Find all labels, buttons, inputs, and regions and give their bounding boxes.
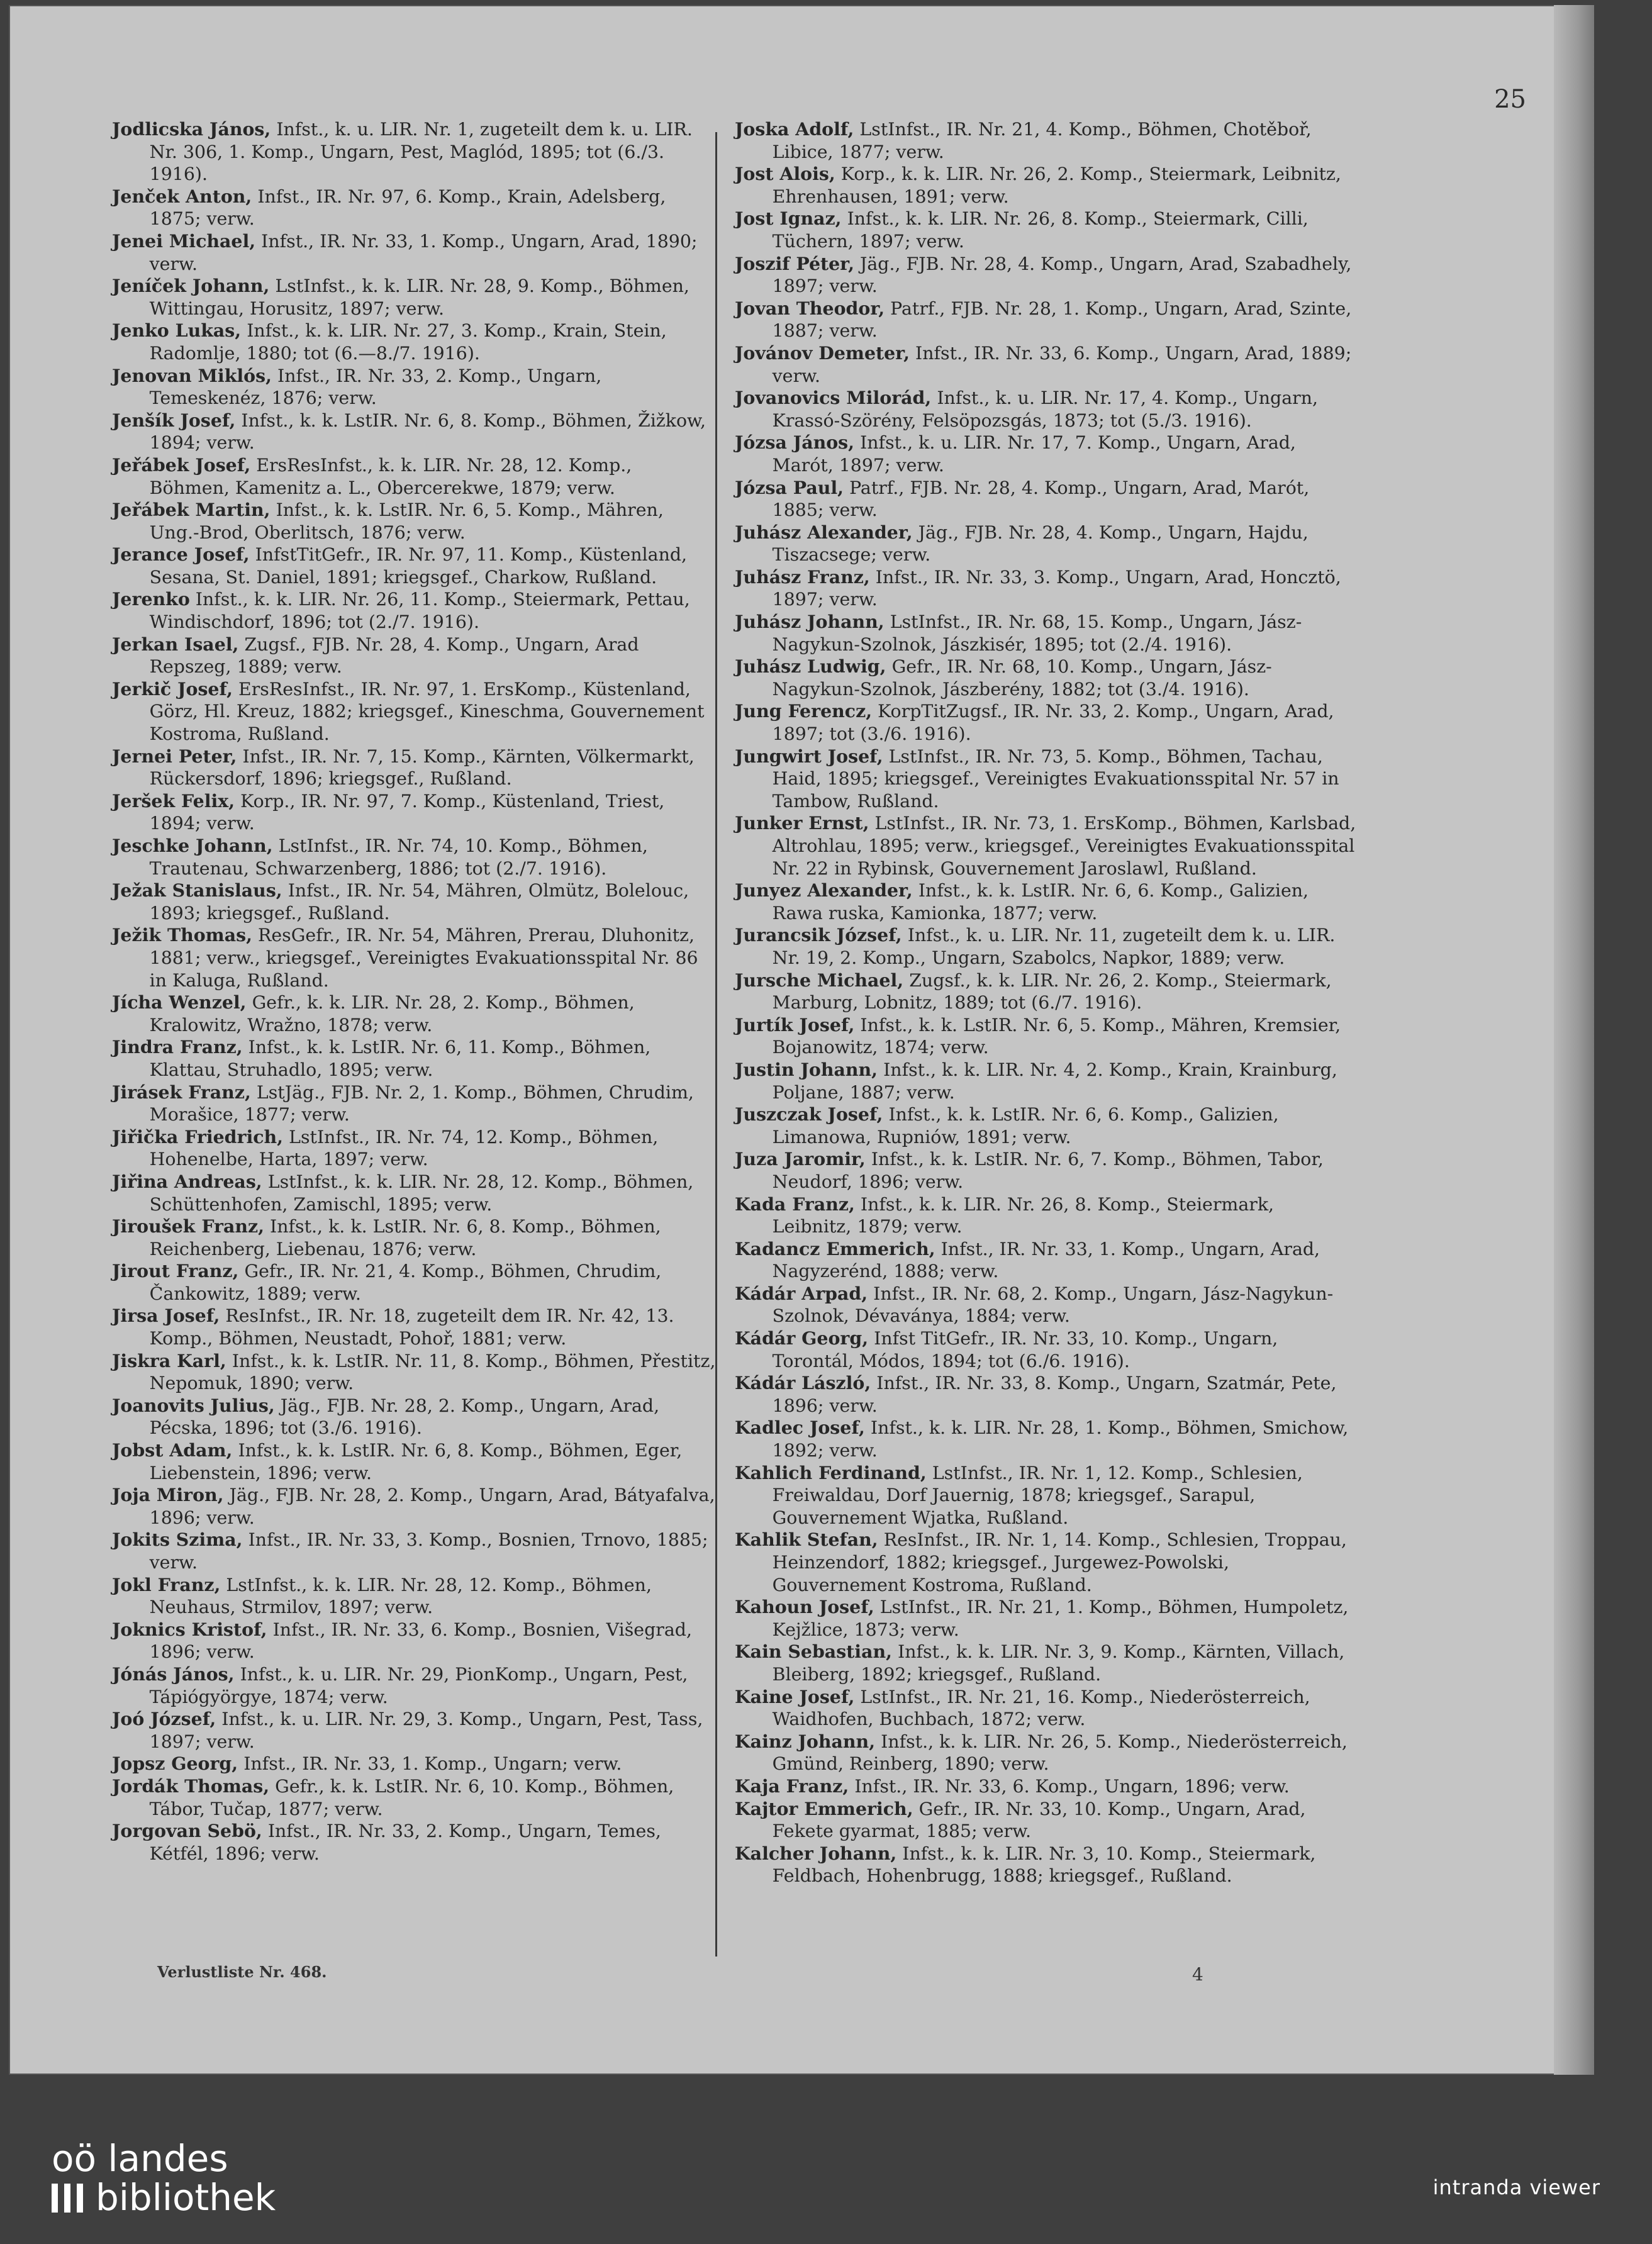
entry-name: Joszif Péter, xyxy=(735,252,854,274)
list-entry xyxy=(735,1417,1356,1461)
entry-name: Jindra Franz, xyxy=(112,1036,243,1058)
list-entry xyxy=(735,342,1356,387)
list-entry xyxy=(735,1103,1356,1148)
library-logo[interactable] xyxy=(52,2139,276,2217)
entry-name: Jokl Franz, xyxy=(112,1573,221,1595)
entry-details: Infst., IR. Nr. 33, 1. Komp., Ungarn; verw. xyxy=(243,1753,622,1775)
logo-line-1: oö landes xyxy=(52,2137,228,2180)
entry-details: Infst., k. k. LIR. Nr. 26, 11. Komp., Steiermark, Pettau, Windischdorf, 1896; tot (2./7. 1916). xyxy=(149,589,690,633)
list-entry xyxy=(735,1238,1356,1283)
entry-details: Infst., IR. Nr. 33, 6. Komp., Ungarn, 1896; verw. xyxy=(854,1775,1290,1797)
list-entry xyxy=(735,700,1356,745)
entry-details: LstInfst., k. k. LIR. Nr. 28, 12. Komp., Böhmen, Neuhaus, Strmilov, 1897; verw. xyxy=(149,1574,652,1618)
entry-details: ResInfst., IR. Nr. 18, zugeteilt dem IR. Nr. 42, 13. Komp., Böhmen, Neustadt, Pohoř, 1881; verw. xyxy=(149,1305,674,1349)
list-entry xyxy=(112,1395,716,1439)
list-entry xyxy=(112,230,716,275)
entry-details: LstInfst., IR. Nr. 73, 1. ErsKomp., Böhmen, Karlsbad, Altrohlau, 1895; verw., kriegsgef., Vereinigtes Evakuationsspital Nr. 22 in Rybinsk, Gouvernement Jaroslawl, Rußland. xyxy=(772,813,1356,879)
list-entry xyxy=(112,1663,716,1708)
entry-name: Jordák Thomas, xyxy=(112,1775,270,1797)
entry-details: Korp., IR. Nr. 97, 7. Komp., Küstenland, Triest, 1894; verw. xyxy=(149,790,665,834)
list-entry xyxy=(735,253,1356,298)
entry-details: Infst., IR. Nr. 33, 2. Komp., Ungarn, Temeskenéz, 1876; verw. xyxy=(149,365,602,409)
entry-name: Kahlik Stefan, xyxy=(735,1529,878,1551)
entry-name: Jurtík Josef, xyxy=(735,1013,855,1035)
entry-name: Kainz Johann, xyxy=(735,1730,876,1752)
entry-name: Kadancz Emmerich, xyxy=(735,1237,935,1259)
entry-details: Infst., k. k. LIR. Nr. 27, 3. Komp., Krain, Stein, Radomlje, 1880; tot (6.—8./7. 1916). xyxy=(149,320,667,364)
list-entry xyxy=(112,1529,716,1573)
list-entry xyxy=(735,1731,1356,1775)
list-entry xyxy=(735,656,1356,700)
entry-details: LstInfst., IR. Nr. 21, 1. Komp., Böhmen, Humpoletz, Kejžlice, 1873; verw. xyxy=(772,1597,1349,1640)
list-entry xyxy=(735,1843,1356,1887)
entry-details: Infst., k. k. LstIR. Nr. 6, 6. Komp., Galizien, Limanowa, Rupniów, 1891; verw. xyxy=(772,1104,1279,1147)
list-entry xyxy=(112,1753,716,1775)
list-entry xyxy=(112,186,716,230)
list-entry xyxy=(735,432,1356,476)
entry-details: Jäg., FJB. Nr. 28, 4. Komp., Ungarn, Hajdu, Tiszacsege; verw. xyxy=(772,522,1309,566)
entry-details: Infst., k. k. LstIR. Nr. 6, 5. Komp., Mähren, Kremsier, Bojanowitz, 1874; verw. xyxy=(772,1014,1341,1058)
entry-details: Gefr., k. k. LIR. Nr. 28, 2. Komp., Böhmen, Kralowitz, Wražno, 1878; verw. xyxy=(149,992,635,1035)
list-entry xyxy=(735,1372,1356,1417)
entry-details: Jäg., FJB. Nr. 28, 4. Komp., Ungarn, Arad, Szabadhely, 1897; verw. xyxy=(772,253,1352,297)
entry-details: Infst., k. k. LstIR. Nr. 6, 8. Komp., Böhmen, Žižkow, 1894; verw. xyxy=(149,410,706,454)
list-entry xyxy=(112,745,716,790)
list-entry xyxy=(735,1641,1356,1685)
entry-details: Infst., k. k. LIR. Nr. 4, 2. Komp., Krain, Krainburg, Poljane, 1887; verw. xyxy=(772,1059,1337,1103)
entry-details: Infst., IR. Nr. 33, 3. Komp., Ungarn, Arad, Honcztö, 1897; verw. xyxy=(772,566,1341,610)
entry-name: Kaine Josef, xyxy=(735,1685,855,1707)
entry-details: Infst., k. k. LstIR. Nr. 6, 5. Komp., Mähren, Ung.-Brod, Oberlitsch, 1876; verw. xyxy=(149,500,664,543)
list-entry xyxy=(735,522,1356,566)
entry-name: Jerkan Isael, xyxy=(112,633,239,655)
list-entry xyxy=(735,1686,1356,1731)
list-entry xyxy=(735,1596,1356,1641)
entry-details: Gefr., IR. Nr. 21, 4. Komp., Böhmen, Chrudim, Čankowitz, 1889; verw. xyxy=(149,1261,662,1304)
list-entry xyxy=(735,1059,1356,1103)
list-entry xyxy=(112,1484,716,1529)
entry-name: Kádár Arpad, xyxy=(735,1282,868,1304)
entry-details: Infst., IR. Nr. 33, 8. Komp., Ungarn, Szatmár, Pete, 1896; verw. xyxy=(772,1373,1337,1416)
entry-details: Infst., k. k. LIR. Nr. 26, 5. Komp., Niederösterreich, Gmünd, Reinberg, 1890; verw. xyxy=(772,1731,1348,1775)
entry-name: Kaja Franz, xyxy=(735,1775,849,1797)
entry-name: Joska Adolf, xyxy=(735,118,854,140)
list-entry xyxy=(112,1350,716,1395)
entry-name: Jerance Josef, xyxy=(112,544,250,566)
entry-details: Infst., k. k. LIR. Nr. 26, 8. Komp., Steiermark, Cilli, Tüchern, 1897; verw. xyxy=(772,208,1309,252)
entry-name: Jeschke Johann, xyxy=(112,835,273,856)
list-entry xyxy=(735,163,1356,208)
footer-list-number: Verlustliste Nr. 468. xyxy=(157,1963,327,1981)
entry-details: Gefr., IR. Nr. 33, 10. Komp., Ungarn, Arad, Fekete gyarmat, 1885; verw. xyxy=(772,1798,1306,1842)
list-entry xyxy=(112,835,716,879)
entry-details: Infst., IR. Nr. 68, 2. Komp., Ungarn, Jász-Nagykun-Szolnok, Dévaványa, 1884; verw. xyxy=(772,1283,1334,1327)
entry-details: Infst., IR. Nr. 33, 3. Komp., Bosnien, Trnovo, 1885; verw. xyxy=(149,1529,708,1573)
list-entry xyxy=(112,275,716,320)
entry-name: Jirásek Franz, xyxy=(112,1081,251,1103)
entry-name: Jernei Peter, xyxy=(112,745,237,767)
entry-name: Jeršek Felix, xyxy=(112,790,235,812)
entry-details: Patrf., FJB. Nr. 28, 4. Komp., Ungarn, Arad, Marót, 1885; verw. xyxy=(772,477,1310,521)
entry-name: Jiřička Friedrich, xyxy=(112,1125,284,1147)
list-entry xyxy=(112,1215,716,1260)
list-entry xyxy=(112,410,716,454)
entry-details: KorpTitZugsf., IR. Nr. 33, 2. Komp., Ungarn, Arad, 1897; tot (3./6. 1916). xyxy=(772,701,1334,745)
entry-details: Infst., k. k. LstIR. Nr. 6, 6. Komp., Galizien, Rawa ruska, Kamionka, 1877; verw. xyxy=(772,880,1309,924)
entry-name: Kadlec Josef, xyxy=(735,1417,865,1439)
entry-name: Jenko Lukas, xyxy=(112,320,242,342)
list-entry xyxy=(112,924,716,991)
entry-name: Jodlicska János, xyxy=(112,118,271,140)
entry-details: LstInfst., IR. Nr. 74, 12. Komp., Böhmen, Hohenelbe, Harta, 1897; verw. xyxy=(149,1126,659,1170)
list-entry xyxy=(112,1081,716,1126)
list-entry xyxy=(735,1193,1356,1238)
entry-details: Infst., k. k. LIR. Nr. 28, 1. Komp., Böhmen, Smichow, 1892; verw. xyxy=(772,1417,1349,1461)
entry-name: Jost Alois, xyxy=(735,163,835,185)
entry-name: Kádár László, xyxy=(735,1372,871,1394)
entry-details: Infst., k. k. LIR. Nr. 3, 9. Komp., Kärnten, Villach, Bleiberg, 1892; kriegsgef., Rußland. xyxy=(772,1641,1345,1685)
footer-signature: 4 xyxy=(1192,1964,1203,1985)
entry-name: Ježak Stanislaus, xyxy=(112,879,282,902)
list-entry xyxy=(112,365,716,410)
entry-name: Jorgovan Sebö, xyxy=(112,1820,262,1842)
entry-name: Juhász Alexander, xyxy=(735,521,913,543)
list-entry xyxy=(735,118,1356,163)
entry-details: LstInfst., k. k. LIR. Nr. 28, 9. Komp., Böhmen, Wittingau, Horusitz, 1897; verw. xyxy=(149,276,689,319)
entry-details: Korp., k. k. LIR. Nr. 26, 2. Komp., Steiermark, Leibnitz, Ehrenhausen, 1891; verw. xyxy=(772,164,1341,207)
list-entry xyxy=(735,1148,1356,1193)
entry-name: Kahlich Ferdinand, xyxy=(735,1461,927,1483)
entry-name: Juhász Johann, xyxy=(735,611,885,633)
entry-details: LstInfst., k. k. LIR. Nr. 28, 12. Komp., Böhmen, Schüttenhofen, Zamischl, 1895; verw. xyxy=(149,1171,694,1215)
list-entry xyxy=(112,1708,716,1753)
entry-name: Jenček Anton, xyxy=(112,185,252,207)
list-entry xyxy=(735,879,1356,924)
list-entry xyxy=(735,611,1356,656)
list-entry xyxy=(735,1283,1356,1327)
list-entry xyxy=(735,1798,1356,1843)
entry-details: ErsResInfst., k. k. LIR. Nr. 28, 12. Komp., Böhmen, Kamenitz a. L., Obercerekwe, 1879; verw. xyxy=(149,454,632,498)
list-entry xyxy=(735,745,1356,813)
list-entry xyxy=(112,1305,716,1349)
entry-details: Infst., IR. Nr. 7, 15. Komp., Kärnten, Völkermarkt, Rückersdorf, 1896; kriegsgef., Rußland. xyxy=(149,745,695,790)
list-entry xyxy=(112,1820,716,1865)
entry-name: Jovan Theodor, xyxy=(735,297,885,319)
entry-details: LstInfst., IR. Nr. 1, 12. Komp., Schlesien, Freiwaldau, Dorf Jauernig, 1878; kriegsgef., Sarapul, Gouvernement Wjatka, Rußland. xyxy=(772,1462,1303,1528)
entry-name: Jovánov Demeter, xyxy=(735,342,910,364)
entry-name: Józsa Paul, xyxy=(735,476,844,498)
logo-bars-icon xyxy=(52,2184,89,2213)
entry-details: Infst., k. u. LIR. Nr. 1, zugeteilt dem k. u. LIR. Nr. 306, 1. Komp., Ungarn, Pest, Maglód, 1895; tot (6./3. 1916). xyxy=(149,119,693,185)
entry-name: Ježik Thomas, xyxy=(112,924,252,946)
list-entry xyxy=(735,969,1356,1014)
entry-name: Jirout Franz, xyxy=(112,1260,239,1282)
entry-details: Infst., k. u. LIR. Nr. 29, 3. Komp., Ungarn, Pest, Tass, 1897; verw. xyxy=(149,1709,703,1752)
entry-details: Infst., k. u. LIR. Nr. 17, 7. Komp., Ungarn, Arad, Marót, 1897; verw. xyxy=(772,432,1296,476)
list-entry xyxy=(112,1574,716,1619)
entry-details: Gefr., IR. Nr. 68, 10. Komp., Ungarn, Jász-Nagykun-Szolnok, Jászberény, 1882; tot (3./4. 1916). xyxy=(772,656,1272,700)
list-entry xyxy=(735,1014,1356,1059)
viewer-brand-label[interactable]: intranda viewer xyxy=(1432,2175,1600,2199)
entry-name: Józsa János, xyxy=(735,432,855,454)
entry-details: LstJäg., FJB. Nr. 2, 1. Komp., Böhmen, Chrudim, Morašice, 1877; verw. xyxy=(149,1081,694,1125)
list-entry xyxy=(112,544,716,588)
entry-details: LstInfst., IR. Nr. 21, 4. Komp., Böhmen, Chotěboř, Libice, 1877; verw. xyxy=(772,119,1312,162)
entry-name: Jost Ignaz, xyxy=(735,208,842,230)
entry-details: Infst., IR. Nr. 54, Mähren, Olmütz, Bolelouc, 1893; kriegsgef., Rußland. xyxy=(149,880,689,924)
list-entry xyxy=(735,1462,1356,1529)
list-entry xyxy=(112,118,716,186)
entry-details: Infst., IR. Nr. 33, 1. Komp., Ungarn, Arad, 1890; verw. xyxy=(149,230,698,274)
list-entry xyxy=(735,924,1356,969)
entry-details: LstInfst., IR. Nr. 68, 15. Komp., Ungarn, Jász-Nagykun-Szolnok, Jászkisér, 1895; tot (2./4. 1916). xyxy=(772,611,1302,655)
entry-details: Infst., IR. Nr. 33, 2. Komp., Ungarn, Temes, Kétfél, 1896; verw. xyxy=(149,1821,661,1864)
list-entry xyxy=(112,678,716,745)
list-entry xyxy=(112,454,716,499)
entry-name: Jenei Michael, xyxy=(112,230,256,252)
list-entry xyxy=(735,1775,1356,1798)
entry-name: Jiroušek Franz, xyxy=(112,1215,265,1237)
entry-details: Infst., IR. Nr. 33, 6. Komp., Ungarn, Arad, 1889; verw. xyxy=(772,342,1352,386)
logo-line-2-text: bibliothek xyxy=(96,2176,276,2219)
entry-details: Zugsf., FJB. Nr. 28, 4. Komp., Ungarn, Arad Repszeg, 1889; verw. xyxy=(149,634,639,678)
page-number: 25 xyxy=(1494,85,1526,114)
entry-name: Jeníček Johann, xyxy=(112,275,270,297)
entry-name: Juhász Franz, xyxy=(735,566,870,588)
logo-line-2 xyxy=(52,2178,276,2217)
entry-name: Jeřábek Martin, xyxy=(112,499,271,521)
entry-name: Jungwirt Josef, xyxy=(735,745,883,767)
entry-name: Kahoun Josef, xyxy=(735,1596,874,1618)
entry-name: Jurancsik József, xyxy=(735,924,902,946)
list-entry xyxy=(112,320,716,364)
entry-name: Jeřábek Josef, xyxy=(112,454,251,476)
list-entry xyxy=(112,1439,716,1484)
entry-name: Juhász Ludwig, xyxy=(735,656,886,678)
list-entry xyxy=(112,588,716,633)
entry-name: Jirsa Josef, xyxy=(112,1305,220,1327)
entry-name: Jiskra Karl, xyxy=(112,1349,226,1371)
entry-details: Infst., k. u. LIR. Nr. 11, zugeteilt dem k. u. LIR. Nr. 19, 2. Komp., Ungarn, Szabolcs, Napkor, 1889; verw. xyxy=(772,925,1336,968)
right-column xyxy=(735,118,1356,1887)
list-entry xyxy=(735,387,1356,432)
list-entry xyxy=(112,499,716,544)
entry-name: Jónás János, xyxy=(112,1663,235,1685)
entry-details: ResGefr., IR. Nr. 54, Mähren, Prerau, Dluhonitz, 1881; verw., kriegsgef., Vereinigtes Evakuationsspital Nr. 86 in Kaluga, Rußland. xyxy=(149,925,698,991)
entry-name: Jenšík Josef, xyxy=(112,409,236,431)
entry-details: Infst., k. k. LstIR. Nr. 6, 8. Komp., Böhmen, Eger, Liebenstein, 1896; verw. xyxy=(149,1440,683,1483)
list-entry xyxy=(112,790,716,835)
entry-name: Joó József, xyxy=(112,1708,216,1730)
entry-details: Zugsf., k. k. LIR. Nr. 26, 2. Komp., Steiermark, Marburg, Lobnitz, 1889; tot (6./7. 1916). xyxy=(772,969,1332,1013)
entry-name: Justin Johann, xyxy=(735,1058,878,1080)
list-entry xyxy=(735,477,1356,522)
entry-name: Juszczak Josef, xyxy=(735,1103,883,1125)
list-entry xyxy=(735,566,1356,611)
list-entry xyxy=(112,991,716,1036)
entry-details: Gefr., k. k. LstIR. Nr. 6, 10. Komp., Böhmen, Tábor, Tučap, 1877; verw. xyxy=(149,1775,674,1819)
entry-name: Jiřina Andreas, xyxy=(112,1170,262,1192)
entry-name: Kalcher Johann, xyxy=(735,1842,897,1864)
entry-name: Jerenko xyxy=(112,588,190,610)
list-entry xyxy=(112,634,716,678)
entry-name: Jursche Michael, xyxy=(735,969,904,991)
entry-name: Joja Miron, xyxy=(112,1484,224,1506)
list-entry xyxy=(735,1529,1356,1596)
list-entry xyxy=(112,1775,716,1820)
entry-name: Jokits Szima, xyxy=(112,1529,243,1551)
entry-name: Jerkič Josef, xyxy=(112,678,233,700)
entry-name: Junyez Alexander, xyxy=(735,879,913,902)
entry-name: Jícha Wenzel, xyxy=(112,991,247,1013)
entry-details: LstInfst., IR. Nr. 21, 16. Komp., Niederösterreich, Waidhofen, Buchbach, 1872; verw. xyxy=(772,1686,1310,1730)
list-entry xyxy=(735,208,1356,252)
entry-details: Infst., k. k. LstIR. Nr. 6, 7. Komp., Böhmen, Tabor, Neudorf, 1896; verw. xyxy=(772,1149,1324,1192)
list-entry xyxy=(112,1619,716,1663)
entry-details: Infst TitGefr., IR. Nr. 33, 10. Komp., Ungarn, Torontál, Módos, 1894; tot (6./6. 1916). xyxy=(772,1328,1278,1371)
column-divider xyxy=(715,132,717,1957)
list-entry xyxy=(112,1036,716,1081)
entry-name: Junker Ernst, xyxy=(735,812,869,834)
entry-details: Infst., k. k. LstIR. Nr. 6, 11. Komp., Böhmen, Klattau, Struhadlo, 1895; verw. xyxy=(149,1037,651,1080)
entry-name: Kada Franz, xyxy=(735,1193,855,1215)
list-entry xyxy=(112,1260,716,1305)
entry-details: InfstTitGefr., IR. Nr. 97, 11. Komp., Küstenland, Sesana, St. Daniel, 1891; kriegsgef., Charkow, Rußland. xyxy=(149,544,688,588)
entry-details: ErsResInfst., IR. Nr. 97, 1. ErsKomp., Küstenland, Görz, Hl. Kreuz, 1882; kriegsgef., Kineschma, Gouvernement Kostroma, Rußland. xyxy=(149,678,705,745)
entry-details: Infst., k. k. LIR. Nr. 3, 10. Komp., Steiermark, Feldbach, Hohenbrugg, 1888; kriegsgef., Rußland. xyxy=(772,1843,1316,1887)
entry-name: Juza Jaromir, xyxy=(735,1148,866,1170)
entry-name: Kain Sebastian, xyxy=(735,1641,892,1663)
list-entry xyxy=(735,1327,1356,1372)
page-edge xyxy=(1554,5,1594,2075)
entry-name: Jung Ferencz, xyxy=(735,700,873,722)
entry-details: Jäg., FJB. Nr. 28, 2. Komp., Ungarn, Arad, Bátyafalva, 1896; verw. xyxy=(149,1485,715,1528)
left-column xyxy=(112,118,716,1865)
entry-name: Jovanovics Milorád, xyxy=(735,387,932,409)
entry-details: Infst., IR. Nr. 97, 6. Komp., Krain, Adelsberg, 1875; verw. xyxy=(149,186,666,230)
entry-name: Joanovits Julius, xyxy=(112,1394,275,1416)
entry-name: Kajtor Emmerich, xyxy=(735,1797,913,1819)
entry-name: Jobst Adam, xyxy=(112,1439,233,1461)
entry-details: ResInfst., IR. Nr. 1, 14. Komp., Schlesien, Troppau, Heinzendorf, 1882; kriegsgef., Jurgewez-Powolski, Gouvernement Kostroma, Rußland. xyxy=(772,1529,1347,1595)
entry-details: Infst., k. k. LstIR. Nr. 11, 8. Komp., Böhmen, Přestitz, Nepomuk, 1890; verw. xyxy=(149,1350,716,1394)
list-entry xyxy=(112,1126,716,1171)
entry-details: LstInfst., IR. Nr. 73, 5. Komp., Böhmen, Tachau, Haid, 1895; kriegsgef., Vereinigtes Evakuationsspital Nr. 57 in Tambow, Rußland. xyxy=(772,745,1339,812)
entry-details: Infst., k. u. LIR. Nr. 17, 4. Komp., Ungarn, Krassó-Szörény, Felsöpozsgás, 1873; tot (5./3. 1916). xyxy=(772,388,1319,431)
entry-details: Infst., IR. Nr. 33, 1. Komp., Ungarn, Arad, Nagyzerénd, 1888; verw. xyxy=(772,1238,1320,1282)
list-entry xyxy=(735,298,1356,342)
list-entry xyxy=(112,1171,716,1215)
list-entry xyxy=(112,879,716,924)
entry-details: LstInfst., IR. Nr. 74, 10. Komp., Böhmen, Trautenau, Schwarzenberg, 1886; tot (2./7. 1916). xyxy=(149,835,648,879)
entry-name: Jopsz Georg, xyxy=(112,1753,238,1775)
entry-details: Infst., k. k. LIR. Nr. 26, 8. Komp., Steiermark, Leibnitz, 1879; verw. xyxy=(772,1193,1275,1237)
entry-name: Jenovan Miklós, xyxy=(112,364,272,386)
entry-details: Infst., k. u. LIR. Nr. 29, PionKomp., Ungarn, Pest, Tápiógyörgye, 1874; verw. xyxy=(149,1663,688,1707)
entry-name: Kádár Georg, xyxy=(735,1327,869,1349)
entry-details: Infst., IR. Nr. 33, 6. Komp., Bosnien, Višegrad, 1896; verw. xyxy=(149,1619,692,1663)
entry-details: Patrf., FJB. Nr. 28, 1. Komp., Ungarn, Arad, Szinte, 1887; verw. xyxy=(772,298,1352,342)
list-entry xyxy=(735,812,1356,879)
entry-name: Joknics Kristof, xyxy=(112,1618,267,1640)
entry-details: Infst., k. k. LstIR. Nr. 6, 8. Komp., Böhmen, Reichenberg, Liebenau, 1876; verw. xyxy=(149,1216,661,1259)
entry-details: Jäg., FJB. Nr. 28, 2. Komp., Ungarn, Arad, Pécska, 1896; tot (3./6. 1916). xyxy=(149,1395,660,1439)
